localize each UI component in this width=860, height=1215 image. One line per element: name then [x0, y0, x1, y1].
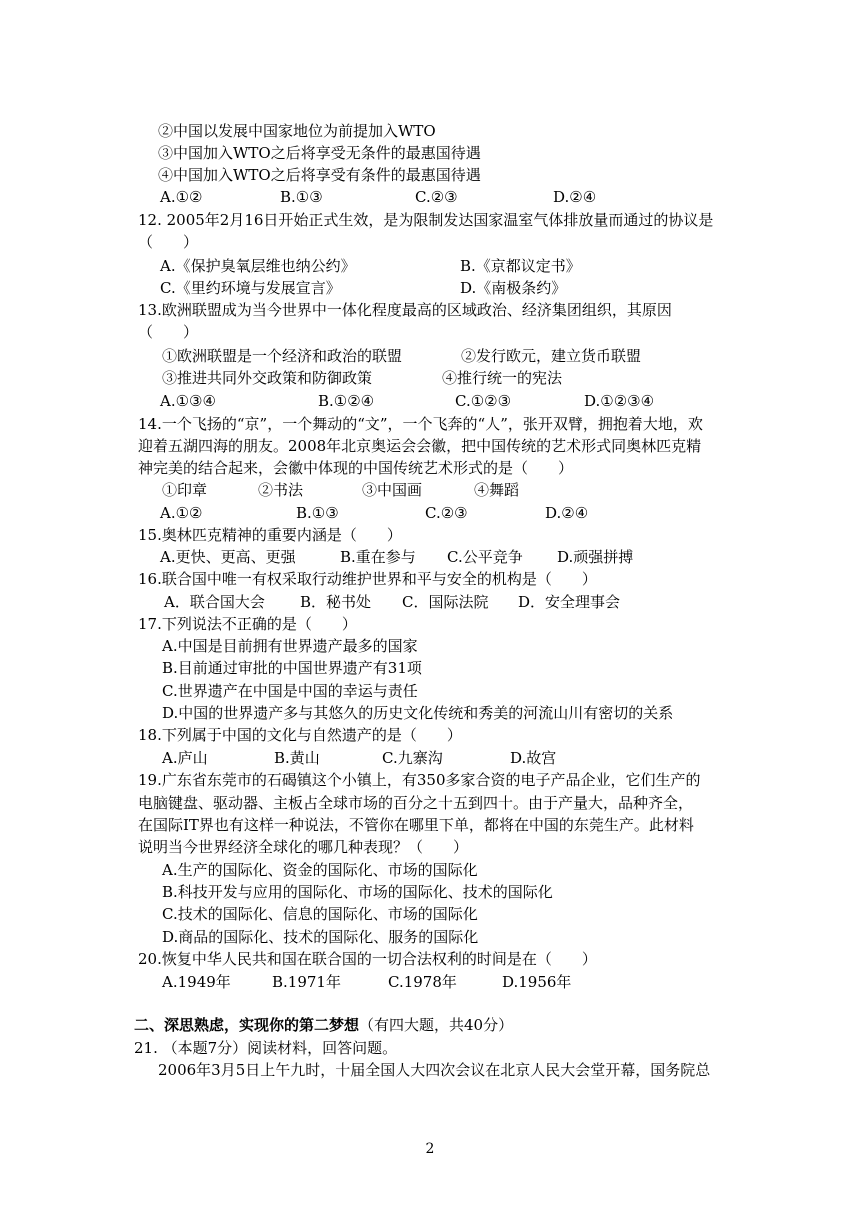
q13-statement-2: ②发行欧元，建立货币联盟	[461, 347, 642, 365]
q17-option-d: D.中国的世界遗产多与其悠久的历史文化传统和秀美的河流山川有密切的关系	[162, 704, 674, 722]
q16-option-c: C．国际法院	[402, 593, 489, 611]
q15-stem: 15.奥林匹克精神的重要内涵是（ ）	[138, 526, 402, 544]
q19-line-4: 说明当今世界经济全球化的哪几种表现？（ ）	[138, 838, 469, 856]
q13-statement-3: ③推进共同外交政策和防御政策	[162, 369, 373, 387]
q13-statement-4: ④推行统一的宪法	[442, 369, 563, 387]
q13-option-c: C.①②③	[455, 392, 512, 410]
q19-line-2: 电脑键盘、驱动器、主板占全球市场的百分之十五到四十。由于产量大，品种齐全，	[138, 794, 694, 812]
q11-statement-2: ②中国以发展中国家地位为前提加入WTO	[158, 122, 436, 140]
q11-option-b: B.①③	[280, 188, 323, 206]
q19-option-a: A.生产的国际化、资金的国际化、市场的国际化	[162, 861, 478, 879]
q19-line-1: 19.广东省东莞市的石碣镇这个小镇上，有350多家合资的电子产品企业，它们生产的	[138, 771, 701, 789]
q14-statement-2: ②书法	[258, 481, 304, 499]
q17-option-c: C.世界遗产在中国是中国的幸运与责任	[162, 682, 418, 700]
q16-option-b: B．秘书处	[300, 593, 372, 611]
q13-statement-1: ①欧洲联盟是一个经济和政治的联盟	[162, 347, 403, 365]
q14-line-3: 神完美的结合起来，会徽中体现的中国传统艺术形式的是（ ）	[138, 459, 574, 477]
q14-option-c: C.②③	[425, 504, 468, 522]
q19-line-3: 在国际IT界也有这样一种说法，不管你在哪里下单，都将在中国的东莞生产。此材料	[138, 816, 694, 834]
q18-stem: 18.下列属于中国的文化与自然遗产的是（ ）	[138, 726, 462, 744]
q11-statement-4: ④中国加入WTO之后将享受有条件的最惠国待遇	[158, 166, 481, 184]
q16-stem: 16.联合国中唯一有权采取行动维护世界和平与安全的机构是（ ）	[138, 570, 597, 588]
q13-option-d: D.①②③④	[584, 392, 655, 410]
q19-option-b: B.科技开发与应用的国际化、市场的国际化、技术的国际化	[162, 883, 553, 901]
q11-option-a: A.①②	[160, 188, 203, 206]
q12-answer-paren: （ ）	[138, 233, 199, 251]
q12-stem: 12. 2005年2月16日开始正式生效，是为限制发达国家温室气体排放量而通过的协议是	[138, 211, 714, 229]
q11-option-d: D.②④	[553, 188, 597, 206]
q14-option-b: B.①③	[296, 504, 339, 522]
q15-option-c: C.公平竞争	[447, 548, 523, 566]
q14-option-d: D.②④	[545, 504, 589, 522]
q15-option-a: A.更快、更高、更强	[160, 548, 296, 566]
q14-statement-3: ③中国画	[362, 481, 423, 499]
q20-option-d: D.1956年	[502, 973, 572, 991]
q21-stem: 21. （本题7分）阅读材料，回答问题。	[134, 1039, 398, 1057]
q16-option-a: A．联合国大会	[164, 593, 265, 611]
q13-stem: 13.欧洲联盟成为当今世界中一体化程度最高的区域政治、经济集团组织，其原因	[138, 301, 672, 319]
section-2-heading-bold: 二、深思熟虑，实现你的第二梦想	[134, 1016, 360, 1034]
q13-option-a: A.①③④	[160, 392, 216, 410]
page-number: 2	[425, 1141, 435, 1157]
q20-stem: 20.恢复中华人民共和国在联合国的一切合法权利的时间是在（ ）	[138, 950, 597, 968]
q14-option-a: A.①②	[160, 504, 203, 522]
q17-option-a: A.中国是目前拥有世界遗产最多的国家	[162, 637, 418, 655]
q20-option-a: A.1949年	[162, 973, 231, 991]
q18-option-d: D.故宫	[510, 749, 557, 767]
q20-option-b: B.1971年	[272, 973, 341, 991]
q19-option-c: C.技术的国际化、信息的国际化、市场的国际化	[162, 905, 478, 923]
q14-line-1: 14.一个飞扬的“京”，一个舞动的“文”，一个飞奔的“人”，张开双臂，拥抱着大地，欢	[138, 415, 703, 433]
q15-option-b: B.重在参与	[340, 548, 416, 566]
q16-option-d: D．安全理事会	[518, 593, 621, 611]
q14-statement-1: ①印章	[162, 481, 208, 499]
q11-statement-3: ③中国加入WTO之后将享受无条件的最惠国待遇	[158, 144, 481, 162]
q13-answer-paren: （ ）	[138, 323, 199, 341]
q12-option-a: A.《保护臭氧层维也纳公约》	[160, 257, 356, 275]
q18-option-c: C.九寨沟	[382, 749, 443, 767]
q17-stem: 17.下列说法不正确的是（ ）	[138, 615, 357, 633]
q14-statement-4: ④舞蹈	[474, 481, 520, 499]
q21-material-line-1: 2006年3月5日上午九时，十届全国人大四次会议在北京人民大会堂开幕，国务院总	[158, 1061, 711, 1079]
q18-option-b: B.黄山	[274, 749, 320, 767]
q12-option-d: D.《南极条约》	[460, 279, 567, 297]
q20-option-c: C.1978年	[388, 973, 457, 991]
q19-option-d: D.商品的国际化、技术的国际化、服务的国际化	[162, 928, 479, 946]
q18-option-a: A.庐山	[162, 749, 208, 767]
q14-line-2: 迎着五湖四海的朋友。2008年北京奥运会会徽，把中国传统的艺术形式同奥林匹克精	[138, 437, 702, 455]
section-2-heading	[134, 1015, 513, 1035]
q12-option-b: B.《京都议定书》	[460, 257, 581, 275]
q13-option-b: B.①②④	[318, 392, 375, 410]
q11-option-c: C.②③	[415, 188, 458, 206]
q12-option-c: C.《里约环境与发展宣言》	[160, 279, 341, 297]
q15-option-d: D.顽强拼搏	[557, 548, 634, 566]
q17-option-b: B.目前通过审批的中国世界遗产有31项	[162, 659, 422, 677]
section-2-heading-note: （有四大题，共40分）	[359, 1016, 514, 1034]
